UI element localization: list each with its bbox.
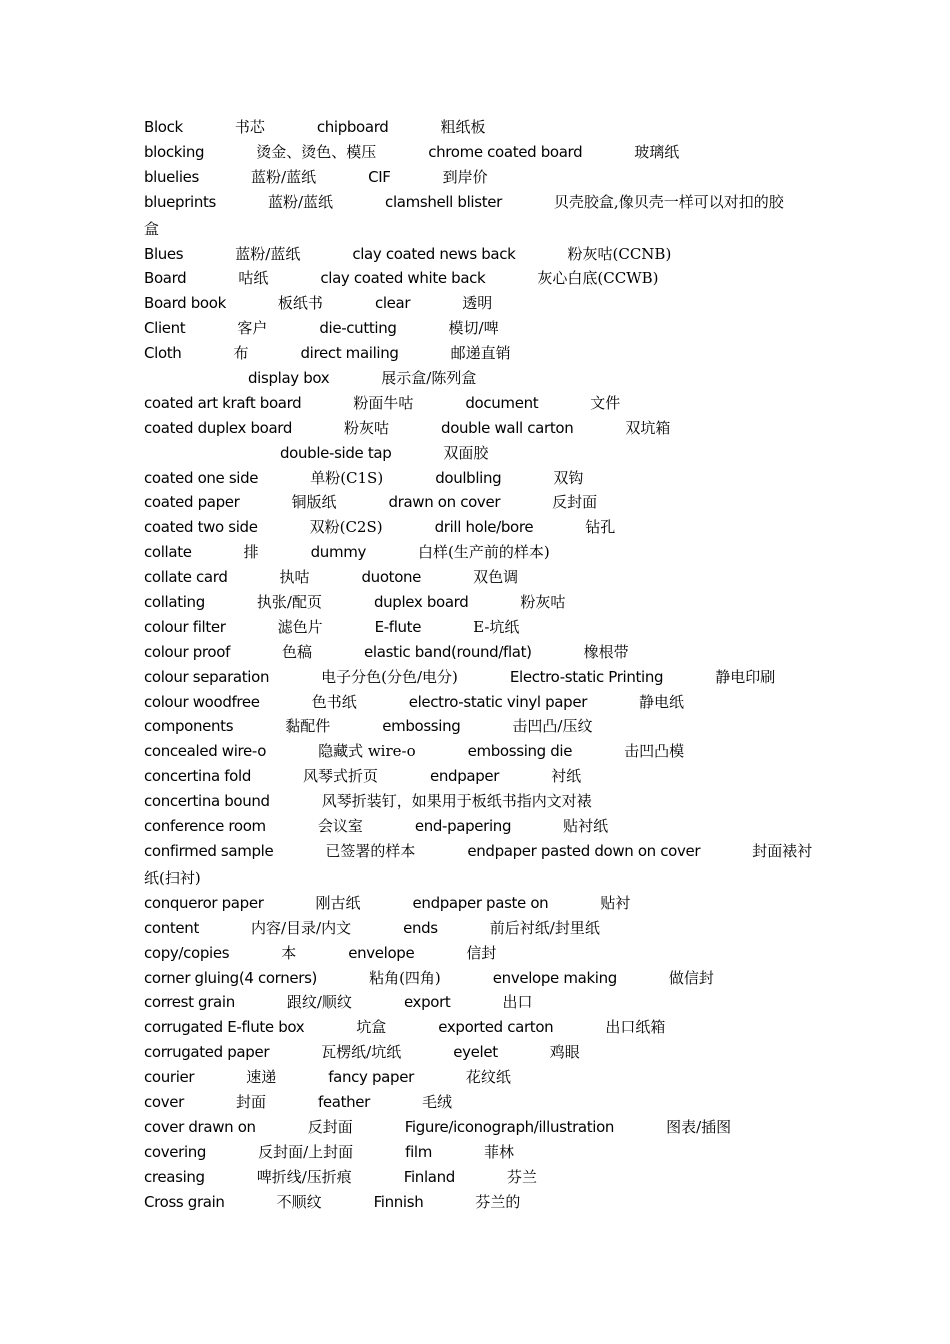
english-term: E-flute [374,617,422,636]
english-term: concealed wire-o [144,742,267,761]
glossary-line [144,764,824,789]
chinese-term: 不顺纹 [276,1192,322,1211]
glossary-line [144,615,824,640]
english-term: Cloth [144,344,182,363]
english-term: Board [144,269,187,288]
chinese-term: 橡根带 [583,642,629,661]
english-term: Figure/iconograph/illustration [404,1117,615,1136]
english-term: double wall carton [441,418,574,437]
english-term: cover drawn on [144,1117,256,1136]
chinese-term: 灰心白底(CCWB) [537,269,659,288]
chinese-term: 风琴折装钉，如果用于板纸书指内文对裱 [321,792,592,811]
chinese-term: 粉灰咕(CCNB) [567,244,672,263]
chinese-term: 双面胶 [443,443,489,462]
english-term: concertina fold [144,767,251,786]
english-term: Block [144,118,183,136]
english-term: feather [317,1092,371,1111]
english-term: confirmed sample [144,841,274,860]
english-term: coated paper [144,493,240,512]
english-term: dummy [310,543,367,562]
english-term: clear [374,294,411,313]
glossary-line [144,165,824,190]
chinese-term: 滤色片 [277,617,323,636]
english-term: collating [144,593,205,612]
glossary-line [144,590,824,615]
glossary-line [144,941,824,966]
chinese-term: 击凹凸/压纹 [512,717,593,736]
chinese-term: 铜版纸 [291,493,337,512]
chinese-term: 蓝粉/蓝纸 [267,192,334,211]
english-term: export [403,993,451,1012]
english-term: film [405,1142,432,1161]
chinese-term: 双坑箱 [625,418,671,437]
glossary-line [144,366,824,391]
chinese-term: 前后衬纸/封里纸 [489,918,600,937]
chinese-term: 出口 [502,993,533,1012]
english-term: fancy paper [328,1068,414,1087]
chinese-term: 双粉(C2S) [309,518,383,537]
chinese-term: 粉面牛咕 [353,393,414,412]
chinese-term: 粉灰咕 [344,418,390,437]
chinese-term: 封面裱衬 [752,841,813,860]
english-term: endpaper paste on [412,893,549,912]
chinese-term: 贴衬 [600,893,631,912]
chinese-term: 鸡眼 [549,1043,580,1062]
glossary-line [144,515,824,540]
chinese-term: 黏配件 [285,717,331,736]
english-term: coated art kraft board [144,393,302,412]
glossary-line [144,1140,824,1165]
english-term: chrome coated board [428,142,583,161]
glossary-line [144,891,824,916]
chinese-term: 色书纸 [311,692,357,711]
glossary-line [144,466,824,491]
english-term: envelope [348,943,415,962]
english-term: colour filter [144,617,226,636]
english-term: correst grain [144,993,235,1012]
glossary-line [144,416,824,441]
glossary-line [144,1165,824,1190]
chinese-term: 啤折线/压折痕 [256,1167,352,1186]
english-term: clay coated news back [352,244,516,263]
chinese-term: 做信封 [668,968,714,987]
chinese-term: 贝壳胶盒,像贝壳一样可以对扣的胶 [553,192,784,211]
chinese-term: 内容/目录/内文 [250,918,352,937]
english-term: collate [144,543,192,562]
chinese-term: 贴衬纸 [563,817,609,836]
chinese-term: 刚古纸 [315,893,361,912]
chinese-term: 电子分色(分色/电分) [321,667,458,686]
english-term: Blues [144,244,184,263]
english-term: document [465,393,539,412]
glossary-line [144,217,824,242]
english-term: clamshell blister [385,192,502,211]
chinese-term: 蓝粉/蓝纸 [235,244,301,263]
chinese-term: 粗纸板 [440,118,486,136]
chinese-term: 已签署的样本 [325,841,416,860]
chinese-term: 蓝粉/蓝纸 [251,167,317,186]
english-term: Finnish [373,1192,424,1211]
chinese-term: 书芯 [234,118,265,136]
english-term: copy/copies [144,943,230,962]
glossary-line [144,814,824,839]
chinese-term: 粉灰咕 [520,593,566,612]
glossary-line [144,839,824,866]
chinese-term: 坑盒 [356,1018,387,1037]
english-term: Finland [403,1167,455,1186]
chinese-term: 邮递直销 [450,344,511,363]
chinese-term: 花纹纸 [465,1068,511,1087]
glossary-line [144,391,824,416]
chinese-term: 玻璃纸 [634,142,680,161]
glossary-line [144,266,824,291]
glossary-line [144,789,824,814]
chinese-term: 毛绒 [422,1092,453,1111]
chinese-term: 单粉(C1S) [310,468,384,487]
chinese-term: 客户 [237,319,268,338]
chinese-term: 盒 [144,219,160,238]
glossary-line [144,1115,824,1140]
chinese-term: 反封面/上封面 [258,1142,354,1161]
glossary-line [144,690,824,715]
english-term: courier [144,1068,195,1087]
english-term: covering [144,1142,207,1161]
chinese-term: 静电纸 [639,692,685,711]
glossary-line [144,540,824,565]
english-term: drill hole/bore [434,518,534,537]
english-term: duplex board [373,593,469,612]
english-term: concertina bound [144,792,270,811]
chinese-term: 会议室 [317,817,363,836]
chinese-term: 展示盒/陈列盒 [381,369,477,388]
glossary-line [144,916,824,941]
english-term: collate card [144,568,228,587]
chinese-term: 封面 [235,1092,266,1111]
english-term: conference room [144,817,266,836]
english-term: bluelies [144,167,200,186]
english-term: endpaper [430,767,500,786]
glossary-line [144,115,824,140]
english-term: direct mailing [300,344,399,363]
chinese-term: 本 [281,943,297,962]
chinese-term: 菲林 [483,1142,514,1161]
chinese-term: 击凹凸模 [624,742,685,761]
chinese-term: 衬纸 [551,767,582,786]
english-term: colour proof [144,642,231,661]
english-term: Board book [144,294,226,313]
chinese-term: 执咕 [279,568,310,587]
english-term: Client [144,319,186,338]
chinese-term: 速递 [246,1068,277,1087]
glossary-line [144,490,824,515]
glossary-line [144,291,824,316]
chinese-term: 板纸书 [277,294,323,313]
english-term: Cross grain [144,1192,225,1211]
chinese-term: 出口纸箱 [605,1018,666,1037]
chinese-term: 排 [243,543,259,562]
english-term: corrugated paper [144,1043,270,1062]
glossary-line [144,341,824,366]
english-term: blocking [144,142,205,161]
english-term: blueprints [144,192,216,211]
english-term: corner gluing(4 corners) [144,968,318,987]
chinese-term: 双色调 [473,568,519,587]
english-term: eyelet [453,1043,498,1062]
english-term: doulbling [435,468,502,487]
glossary-line [144,1190,824,1215]
glossary-line [144,242,824,267]
english-term: corrugated E-flute box [144,1018,305,1037]
chinese-term: 执张/配页 [256,593,322,612]
chinese-term: 芬兰的 [475,1192,521,1211]
chinese-term: 风琴式折页 [303,767,379,786]
english-term: embossing [382,717,461,736]
chinese-term: 信封 [466,943,497,962]
glossary-line [144,441,824,466]
english-term: content [144,918,199,937]
glossary-line [144,140,824,165]
english-term: colour woodfree [144,692,260,711]
chinese-term: 白样(生产前的样本) [418,543,550,562]
glossary-line [144,1015,824,1040]
english-term: double-side tap [280,443,392,462]
glossary-line [144,1090,824,1115]
english-term: coated duplex board [144,418,293,437]
chinese-term: 双钩 [553,468,584,487]
chinese-term: 纸(扫衬) [144,868,201,887]
english-term: embossing die [467,742,573,761]
english-term: duotone [361,568,422,587]
glossary-line [144,990,824,1015]
english-term: conqueror paper [144,893,264,912]
english-term: elastic band(round/flat) [364,642,532,661]
english-term: creasing [144,1167,205,1186]
chinese-term: 粘角(四角) [369,968,441,987]
chinese-term: 静电印刷 [715,667,776,686]
chinese-term: E-坑纸 [473,617,520,636]
chinese-term: 隐藏式 wire-o [318,742,416,761]
english-term: colour separation [144,667,270,686]
glossary-line [144,565,824,590]
glossary-line [144,714,824,739]
english-term: drawn on cover [388,493,501,512]
english-term: endpaper pasted down on cover [467,841,701,860]
chinese-term: 瓦楞纸/坑纸 [321,1043,402,1062]
chinese-term: 反封面 [552,493,598,512]
english-term: coated one side [144,468,259,487]
glossary-line [144,190,824,217]
chinese-term: 钻孔 [585,518,616,537]
chinese-term: 图表/插图 [666,1117,732,1136]
english-term: cover [144,1092,184,1111]
chinese-term: 烫金、烫色、模压 [256,142,377,161]
english-term: components [144,717,234,736]
glossary-line [144,316,824,341]
glossary-document [144,115,824,1214]
glossary-line [144,739,824,764]
english-term: coated two side [144,518,258,537]
chinese-term: 文件 [590,393,621,412]
glossary-line [144,665,824,690]
english-term: ends [403,918,438,937]
chinese-term: 透明 [462,294,493,313]
chinese-term: 布 [233,344,249,363]
glossary-line [144,866,824,891]
english-term: clay coated white back [320,269,486,288]
english-term: exported carton [438,1018,554,1037]
chinese-term: 芬兰 [506,1167,537,1186]
english-term: chipboard [316,118,389,136]
english-term: Electro-static Printing [509,667,664,686]
english-term: electro-static vinyl paper [408,692,588,711]
glossary-line [144,1040,824,1065]
chinese-term: 色稿 [282,642,313,661]
glossary-line [144,640,824,665]
english-term: die-cutting [319,319,397,338]
english-term: CIF [368,167,391,186]
glossary-line [144,1065,824,1090]
chinese-term: 到岸价 [442,167,488,186]
chinese-term: 跟纹/顺纹 [286,993,352,1012]
english-term: end-papering [414,817,512,836]
chinese-term: 模切/啤 [448,319,499,338]
english-term: display box [248,369,330,388]
chinese-term: 反封面 [307,1117,353,1136]
glossary-line [144,966,824,991]
chinese-term: 咕纸 [238,269,269,288]
english-term: envelope making [492,968,617,987]
